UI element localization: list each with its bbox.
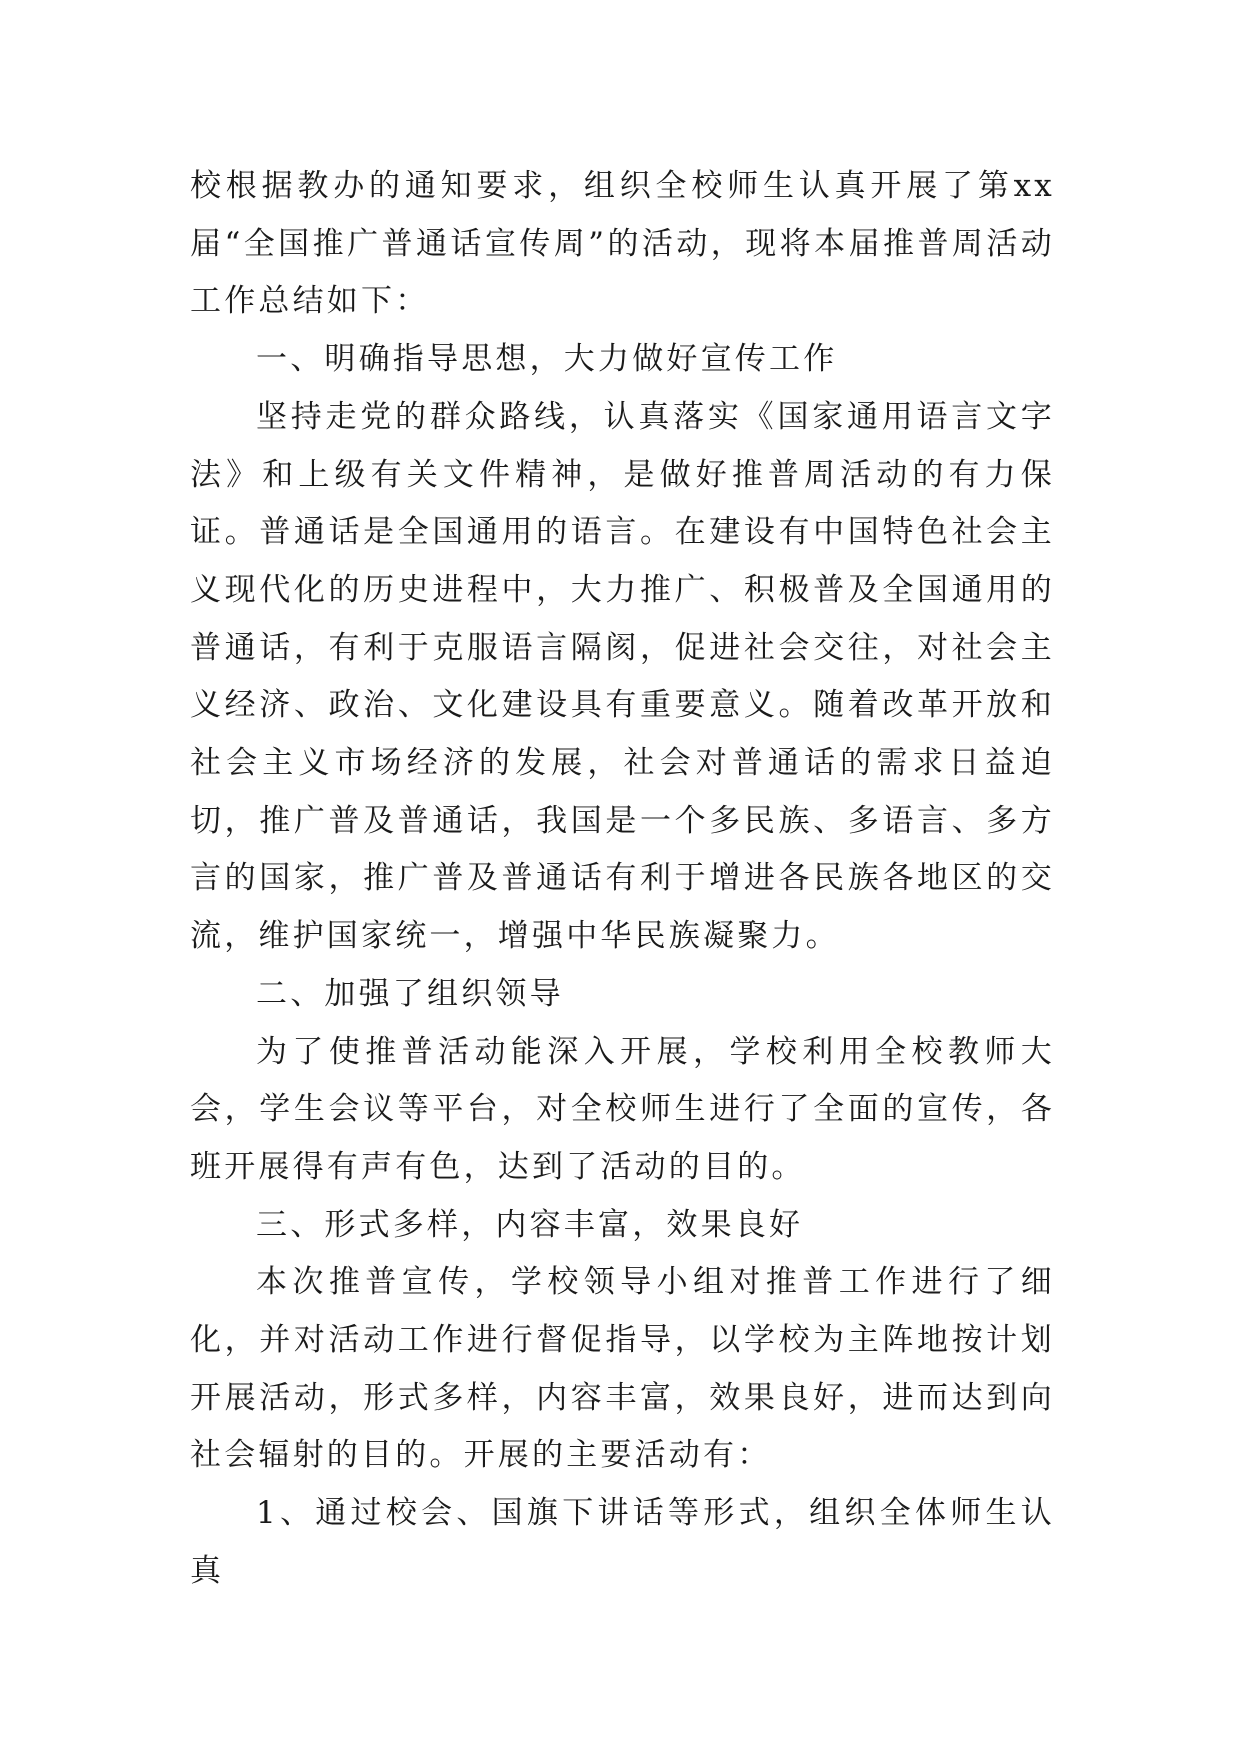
section-heading-1: 一、明确指导思想，大力做好宣传工作 xyxy=(256,341,838,378)
section-heading-3: 三、形式多样，内容丰富，效果良好 xyxy=(256,1206,804,1243)
document-body xyxy=(190,158,1055,1601)
paragraph-section-3: 本次推普宣传，学校领导小组对推普工作进行了细化，并对活动工作进行督促指导，以学校为主阵地按计划开展活动，形式多样，内容丰富，效果良好，进而达到向社会辐射的目的。开展的主要活动有： xyxy=(190,1264,1055,1474)
section-heading-2: 二、加强了组织领导 xyxy=(256,975,564,1012)
paragraph-section-1: 坚持走党的群众路线，认真落实《国家通用语言文字法》和上级有关文件精神，是做好推普周活动的有力保证。普通话是全国通用的语言。在建设有中国特色社会主义现代化的历史进程中，大力推广、积极普及全国通用的普通话，有利于克服语言隔阂，促进社会交往，对社会主义经济、政治、文化建设具有重要意义。随着改革开放和社会主义市场经济的发展，社会对普通话的需求日益迫切，推广普及普通话，我国是一个多民族、多语言、多方言的国家，推广普及普通话有利于增进各民族各地区的交流，维护国家统一，增强中华民族凝聚力。 xyxy=(190,398,1055,955)
paragraph-section-2: 为了使推普活动能深入开展，学校利用全校教师大会，学生会议等平台，对全校师生进行了全面的宣传，各班开展得有声有色，达到了活动的目的。 xyxy=(190,1033,1055,1185)
paragraph-intro: 校根据教办的通知要求，组织全校师生认真开展了第xx届“全国推广普通话宣传周”的活动，现将本届推普周活动工作总结如下： xyxy=(190,168,1055,320)
list-item-1: 1、通过校会、国旗下讲话等形式，组织全体师生认真 xyxy=(190,1495,1055,1589)
